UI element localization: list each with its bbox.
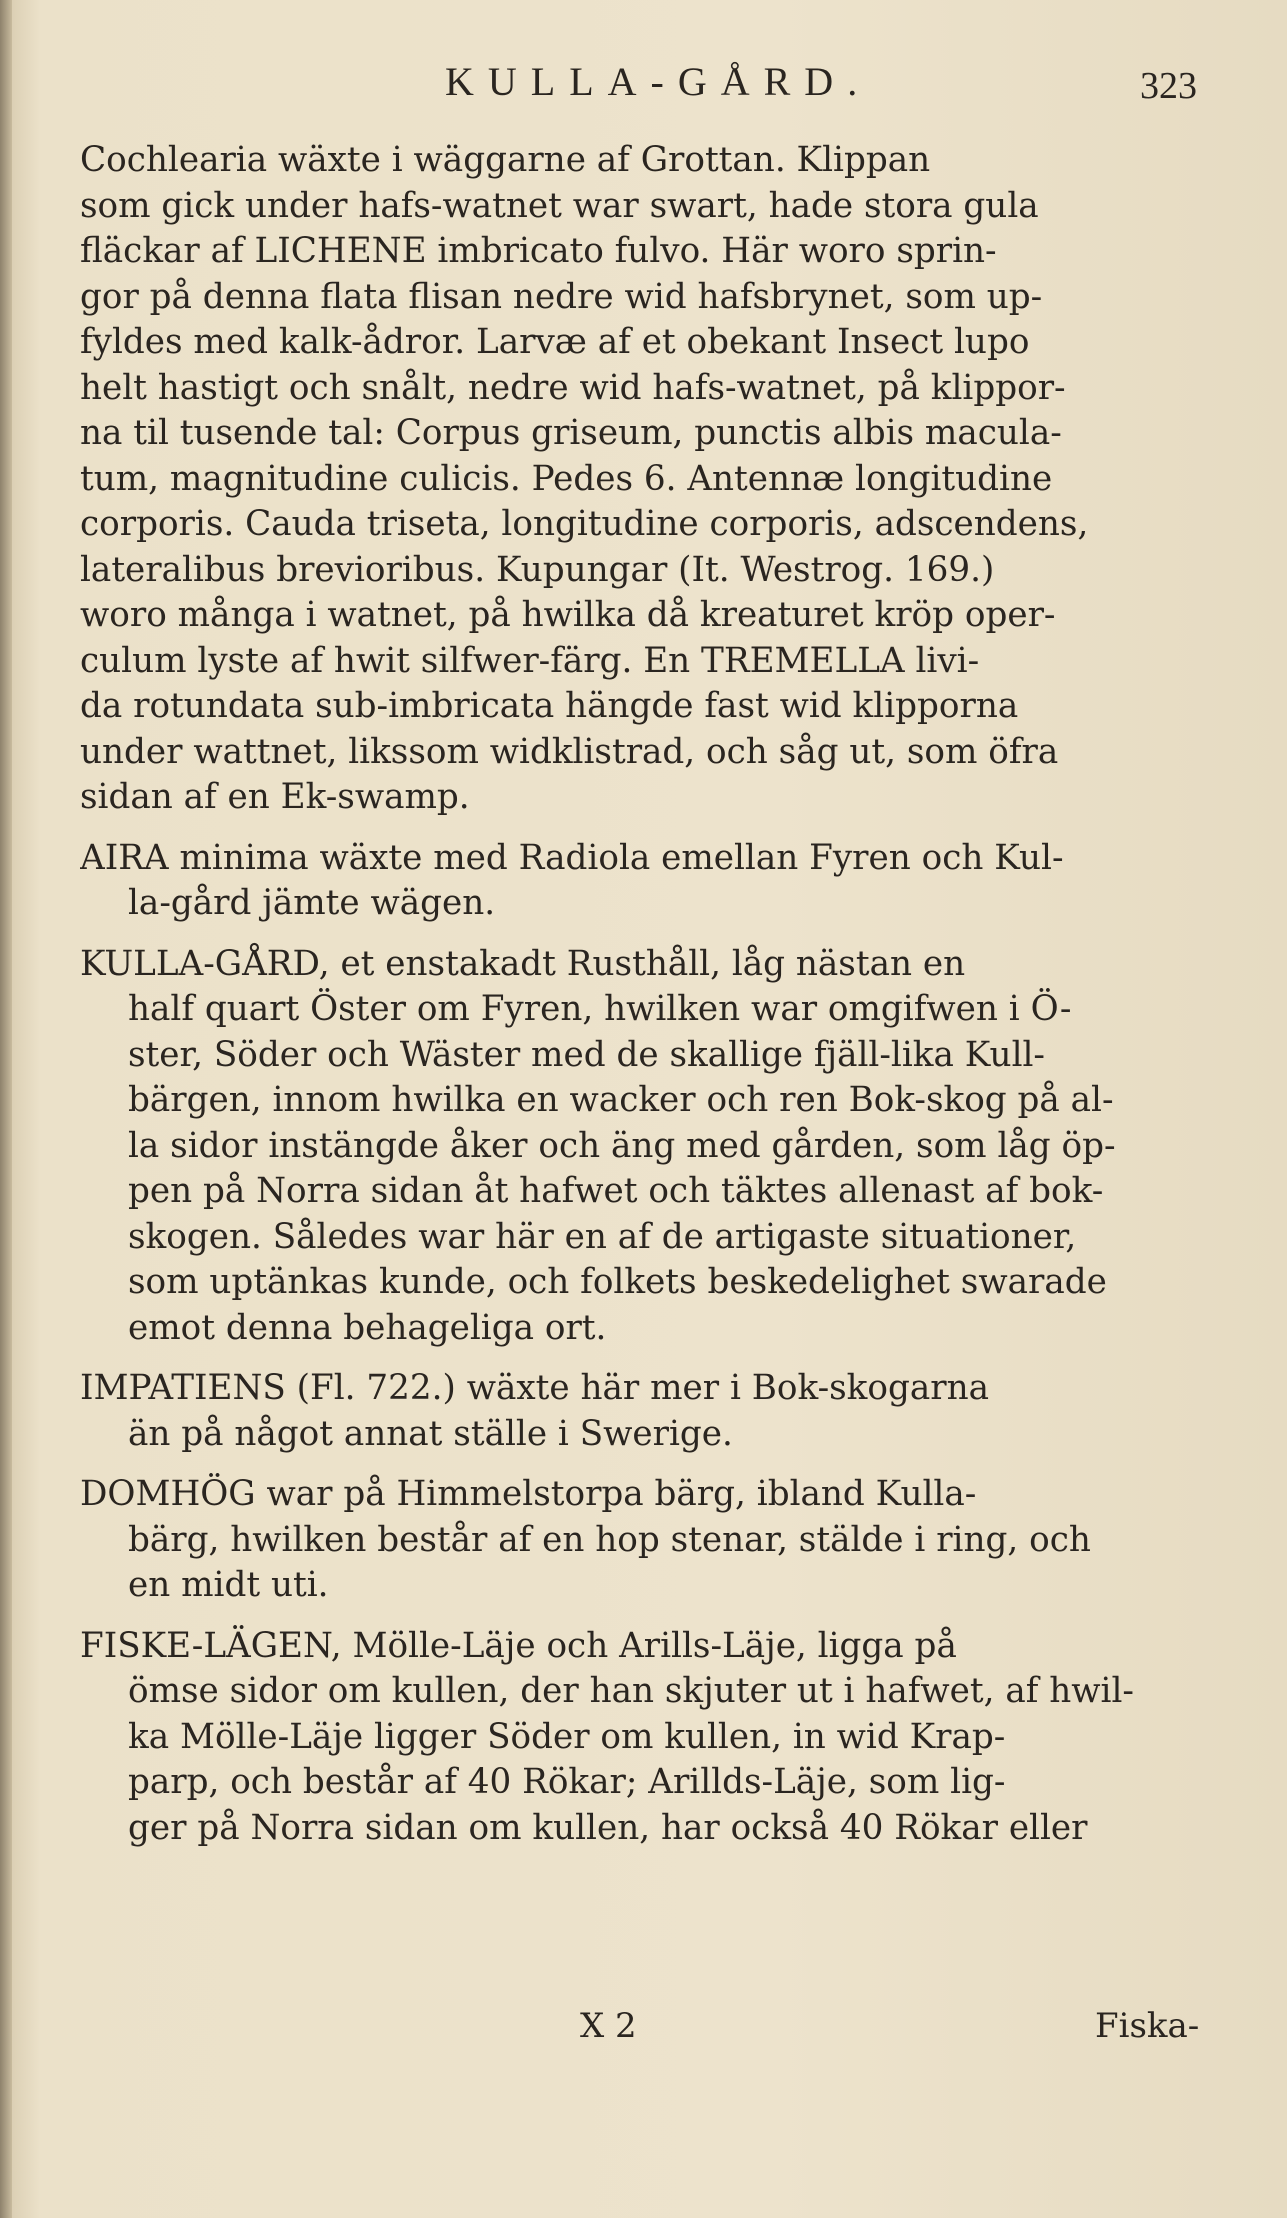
running-title: KULLA-GÅRD.	[445, 59, 872, 104]
text-line: FISKE-LÄGEN, Mölle-Läje och Arills-Läje, ligga på	[80, 1625, 957, 1666]
signature-mark: X 2	[580, 2006, 637, 2046]
text-line: under wattnet, likssom widklistrad, och såg ut, som öfra	[80, 731, 1059, 772]
paragraph-fiske-lagen	[80, 1624, 1220, 1852]
text-line: sidan af en Ek-swamp.	[80, 777, 470, 817]
book-spine-shadow	[0, 0, 12, 2218]
text-line: än på något annat ställe i Swerige.	[128, 1413, 733, 1454]
catchword: Fiska-	[1095, 2006, 1200, 2046]
text-line: da rotundata sub-imbricata hängde fast wid klipporna	[80, 686, 1019, 726]
text-line: ster, Söder och Wäster med de skallige fjäll-lika Kull-	[128, 1034, 1045, 1075]
text-line: parp, och består af 40 Rökar; Arillds-Läje, som lig-	[128, 1762, 1006, 1802]
text-line: IMPATIENS (Fl. 722.) wäxte här mer i Bok-skogarna	[80, 1368, 989, 1408]
text-line: KULLA-GÅRD, et enstakadt Rusthåll, låg nästan en	[80, 943, 966, 984]
text-line: bärgen, innom hwilka en wacker och ren Bok-skog på al-	[128, 1080, 1114, 1120]
text-line: fläckar af LICHENE imbricato fulvo. Här woro sprin-	[80, 231, 997, 271]
text-line: ka Mölle-Läje ligger Söder om kullen, in wid Krap-	[128, 1716, 1006, 1757]
text-line: la-gård jämte wägen.	[128, 883, 496, 923]
text-line: lateralibus brevioribus. Kupungar (It. Westrog. 169.)	[80, 549, 995, 590]
page-header	[0, 58, 1287, 118]
text-line: en midt uti.	[128, 1565, 329, 1605]
text-line: skogen. Således war här en af de artigaste situationer,	[128, 1216, 1077, 1257]
text-line: half quart Öster om Fyren, hwilken war omgifwen i Ö-	[128, 989, 1072, 1029]
text-line: gor på denna flata flisan nedre wid hafsbrynet, som up-	[80, 276, 1043, 317]
page-number: 323	[1140, 65, 1197, 107]
body-text	[80, 138, 1220, 1866]
paragraph-grotto	[80, 138, 1220, 821]
text-line: som uptänkas kunde, och folkets beskedelighet swarade	[128, 1262, 1107, 1302]
text-line: woro många i watnet, på hwilka då kreaturet kröp oper-	[80, 595, 1056, 635]
text-line: culum lyste af hwit silfwer-färg. En TREMELLA livi-	[80, 640, 980, 681]
text-line: bärg, hwilken består af en hop stenar, stälde i ring, och	[128, 1519, 1091, 1560]
paragraph-aira	[80, 836, 1220, 927]
text-line: AIRA minima wäxte med Radiola emellan Fyren och Kul-	[80, 837, 1064, 878]
text-line: fyldes med kalk-ådror. Larvæ af et obekant Insect lupo	[80, 322, 1030, 362]
text-line: emot denna behageliga ort.	[128, 1307, 607, 1348]
text-line: DOMHÖG war på Himmelstorpa bärg, ibland Kulla-	[80, 1474, 977, 1514]
text-line: ömse sidor om kullen, der han skjuter ut i hafwet, af hwil-	[128, 1671, 1134, 1711]
text-line: helt hastigt och snålt, nedre wid hafs-watnet, på klippor-	[80, 367, 1066, 408]
paragraph-impatiens	[80, 1366, 1220, 1457]
text-line: corporis. Cauda triseta, longitudine corporis, adscendens,	[80, 504, 1089, 544]
paragraph-kulla-gard	[80, 942, 1220, 1352]
text-line: pen på Norra sidan åt hafwet och täktes allenast af bok-	[128, 1171, 1104, 1211]
text-line: Cochlearia wäxte i wäggarne af Grottan. Klippan	[80, 140, 931, 180]
text-line: la sidor instängde åker och äng med gården, som låg öp-	[128, 1125, 1116, 1166]
text-line: tum, magnitudine culicis. Pedes 6. Antennæ longitudine	[80, 458, 1053, 499]
text-line: na til tusende tal: Corpus griseum, punctis albis macula-	[80, 413, 1062, 453]
text-line: som gick under hafs-watnet war swart, hade stora gula	[80, 185, 1039, 226]
text-line: ger på Norra sidan om kullen, har också 40 Rökar eller	[128, 1807, 1088, 1848]
paragraph-domhog	[80, 1472, 1220, 1609]
